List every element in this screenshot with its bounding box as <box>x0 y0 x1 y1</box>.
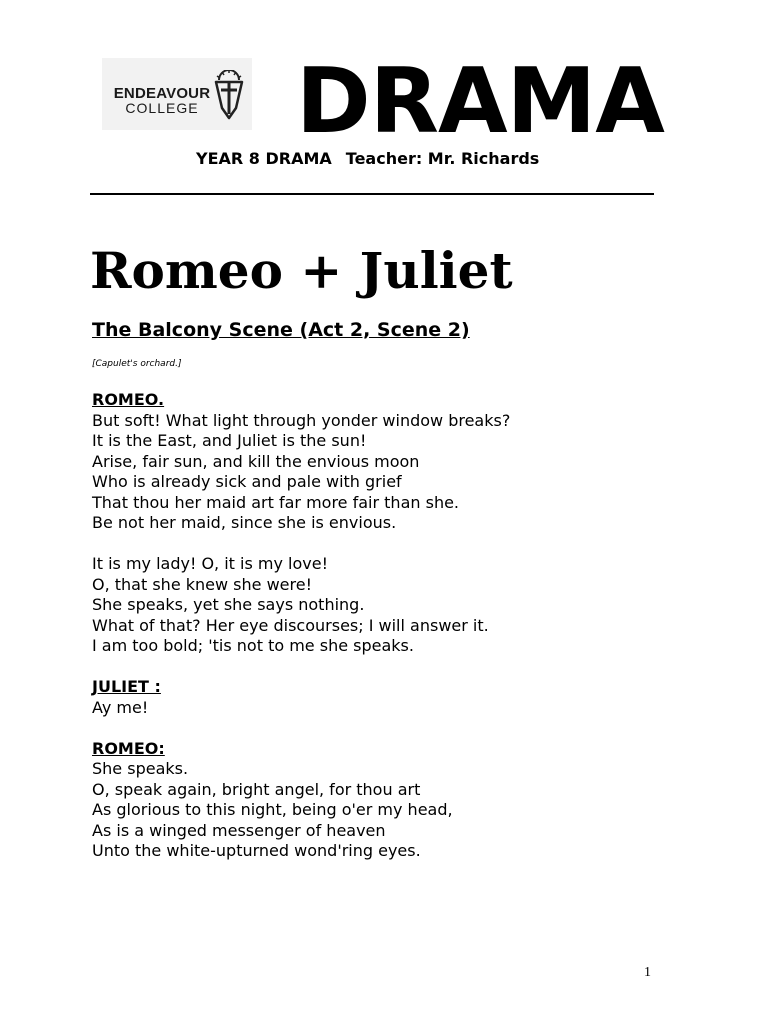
logo-line-2: COLLEGE <box>125 100 199 116</box>
dialogue-line: That thou her maid art far more fair than she. <box>92 492 460 512</box>
dialogue-line: Arise, fair sun, and kill the envious moon <box>92 451 420 471</box>
dialogue-line: Be not her maid, since she is envious. <box>92 513 397 532</box>
script-text <box>92 390 652 882</box>
dialogue-line: It is the East, and Juliet is the sun! <box>92 431 367 450</box>
dialogue-line: As glorious to this night, being o'er my head, <box>92 800 453 819</box>
speaker-name: ROMEO. <box>92 390 165 409</box>
speech-block <box>92 390 652 534</box>
dialogue-line: What of that? Her eye discourses; I will answer it. <box>92 615 489 635</box>
dialogue-line: She speaks, yet she says nothing. <box>92 595 365 614</box>
department-title: DRAMA <box>296 49 664 154</box>
play-title: Romeo + Juliet <box>90 241 513 300</box>
dialogue-line: Ay me! <box>92 697 149 717</box>
header-divider <box>90 193 654 195</box>
dialogue-line: Unto the white-upturned wond'ring eyes. <box>92 841 421 860</box>
teacher-label: Teacher: Mr. Richards <box>345 149 540 168</box>
shield-cross-emblem-icon <box>214 70 244 120</box>
dialogue-line: O, speak again, bright angel, for thou art <box>92 779 421 799</box>
college-logo <box>102 58 252 130</box>
speech-block <box>92 739 652 862</box>
class-info <box>196 148 539 170</box>
logo-line-1: ENDEAVOUR <box>113 85 211 102</box>
dialogue-line: But soft! What light through yonder window breaks? <box>92 410 511 430</box>
dialogue-line: O, that she knew she were! <box>92 574 312 594</box>
dialogue-line: It is my lady! O, it is my love! <box>92 554 328 573</box>
speaker-name: ROMEO: <box>92 738 165 758</box>
dialogue-line: Who is already sick and pale with grief <box>92 472 402 491</box>
stage-direction: [Capulet's orchard.] <box>92 359 182 369</box>
course-label: YEAR 8 DRAMA <box>196 149 332 168</box>
speaker-name: JULIET : <box>92 677 161 696</box>
page-number: 1 <box>644 965 651 980</box>
speech-block <box>92 677 652 718</box>
scene-title: The Balcony Scene (Act 2, Scene 2) <box>92 319 470 341</box>
college-logo-text <box>112 86 212 116</box>
speech-block <box>92 554 652 657</box>
dialogue-line: As is a winged messenger of heaven <box>92 820 386 840</box>
dialogue-line: I am too bold; 'tis not to me she speaks. <box>92 636 414 655</box>
dialogue-line: She speaks. <box>92 759 189 778</box>
